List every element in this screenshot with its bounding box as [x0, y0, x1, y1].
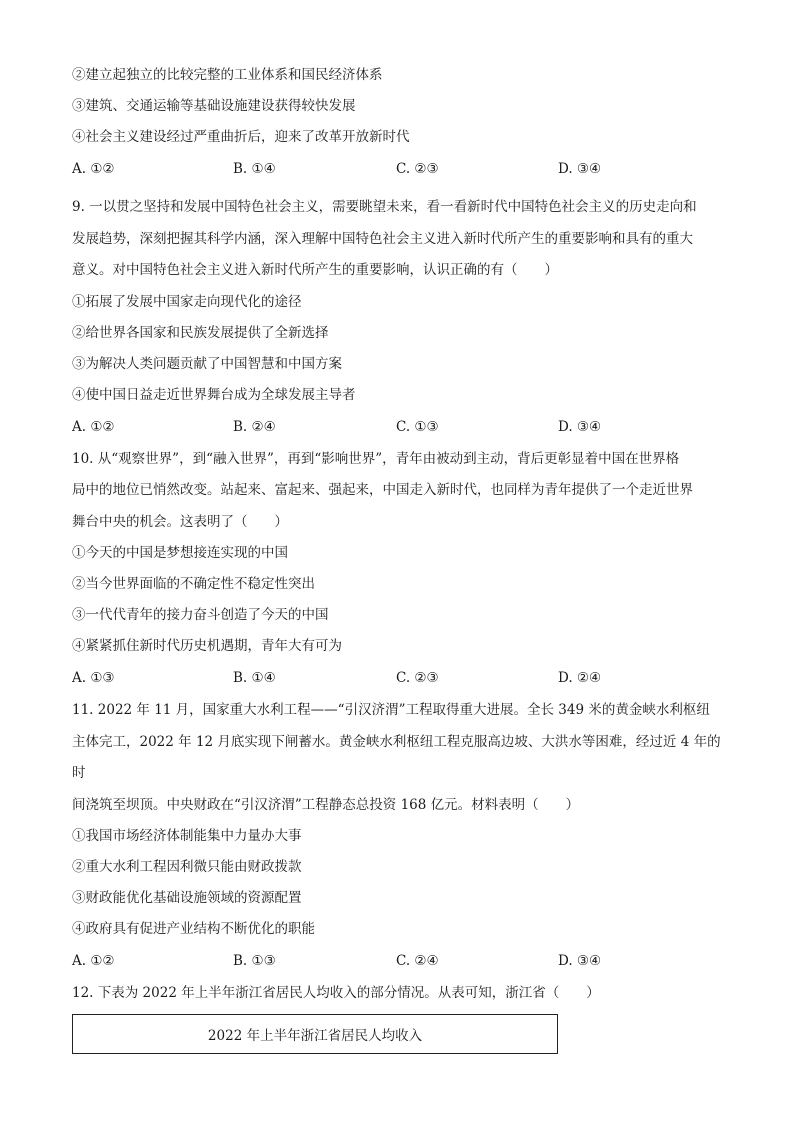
- q11-option-a[interactable]: A. ①②: [72, 953, 115, 969]
- q9-option-b[interactable]: B. ②④: [233, 418, 276, 435]
- q9-item-4: ④使中国日益走近世界舞台成为全球发展主导者: [72, 386, 356, 403]
- q8-option-c[interactable]: C. ②③: [396, 161, 439, 177]
- q11-stem-line-1: 11. 2022 年 11 月，国家重大水利工程——“引汉济渭”工程取得重大进展。全长 349 米的黄金峡水利枢纽: [72, 702, 710, 718]
- q9-options: [72, 411, 722, 444]
- q10-item-3: ③一代代青年的接力奋斗创造了今天的中国: [72, 607, 329, 623]
- q8-item-4: ④社会主义建设经过严重曲折后，迎来了改革开放新时代: [72, 129, 410, 145]
- q10-stem-line-3: 舞台中央的机会。这表明了（ ）: [72, 513, 288, 530]
- q8-item-2: ②建立起独立的比较完整的工业体系和国民经济体系: [72, 67, 383, 83]
- q9-option-c[interactable]: C. ①③: [396, 418, 439, 435]
- q8-item-3: ③建筑、交通运输等基础设施建设获得较快发展: [72, 98, 356, 114]
- q11-option-c[interactable]: C. ②④: [396, 953, 439, 969]
- q9-option-d[interactable]: D. ③④: [558, 418, 602, 435]
- q11-options: [72, 945, 722, 978]
- q10-stem-line-1: 10. 从“观察世界”，到“融入世界”，再到“影响世界”，青年由被动到主动，背后更彰显着中国在世界格: [72, 450, 680, 467]
- income-table-header: [72, 1014, 558, 1054]
- q9-stem-line-3: 意义。对中国特色社会主义进入新时代所产生的重要影响，认识正确的有（ ）: [72, 262, 558, 278]
- q11-option-d[interactable]: D. ③④: [558, 953, 602, 969]
- q12-stem-line-1: 12. 下表为 2022 年上半年浙江省居民人均收入的部分情况。从表可知，浙江省（ ）: [72, 985, 600, 1001]
- q10-item-1: ①今天的中国是梦想接连实现的中国: [72, 545, 288, 561]
- question-10: [72, 444, 722, 696]
- q8-options: [72, 153, 722, 186]
- q9-stem-line-2: 发展趋势，深刻把握其科学内涵，深入理解中国特色社会主义进入新时代所产生的重要影响和具有的重大: [72, 230, 693, 247]
- q10-option-a[interactable]: A. ①③: [72, 670, 115, 686]
- q11-option-b[interactable]: B. ①③: [233, 953, 276, 969]
- question-8-tail: [72, 60, 722, 186]
- question-12: [72, 978, 722, 1054]
- q11-stem-line-3: 间浇筑至坝顶。中央财政在“引汉济渭”工程静态总投资 168 亿元。材料表明（ ）: [72, 796, 580, 813]
- q9-item-1: ①拓展了发展中国家走向现代化的途径: [72, 293, 302, 310]
- q11-item-2: ②重大水利工程因利微只能由财政拨款: [72, 859, 302, 875]
- q9-item-3: ③为解决人类问题贡献了中国智慧和中国方案: [72, 355, 342, 372]
- q10-option-c[interactable]: C. ②③: [396, 670, 439, 686]
- q10-options: [72, 662, 722, 695]
- question-9: [72, 192, 722, 444]
- q10-stem-line-2: 局中的地位已悄然改变。站起来、富起来、强起来，中国走入新时代，也同样为青年提供了一个走近世界: [72, 482, 693, 498]
- q9-stem-line-1: 9. 一以贯之坚持和发展中国特色社会主义，需要眺望未来，看一看新时代中国特色社会主义的历史走向和: [72, 199, 697, 215]
- q9-item-2: ②给世界各国家和民族发展提供了全新选择: [72, 324, 329, 341]
- q9-option-a[interactable]: A. ①②: [72, 418, 115, 435]
- q10-item-4: ④紧紧抓住新时代历史机遇期，青年大有可为: [72, 638, 342, 654]
- q8-option-b[interactable]: B. ①④: [233, 161, 276, 177]
- q11-stem-line-2: 主体完工，2022 年 12 月底实现下闸蓄水。黄金峡水利枢纽工程克服高边坡、大洪水等困难，经过近 4 年的时: [72, 733, 721, 781]
- q11-item-1: ①我国市场经济体制能集中力量办大事: [72, 828, 302, 844]
- q11-item-3: ③财政能优化基础设施领域的资源配置: [72, 890, 302, 906]
- q10-option-b[interactable]: B. ①④: [233, 670, 276, 686]
- q10-option-d[interactable]: D. ②④: [558, 670, 602, 686]
- exam-page: [72, 60, 722, 1054]
- q11-item-4: ④政府具有促进产业结构不断优化的职能: [72, 921, 315, 937]
- q8-option-d[interactable]: D. ③④: [558, 161, 602, 177]
- q10-item-2: ②当今世界面临的不确定性不稳定性突出: [72, 576, 315, 592]
- question-11: [72, 695, 722, 978]
- q8-option-a[interactable]: A. ①②: [72, 161, 115, 177]
- income-table-title: 2022 年上半年浙江省居民人均收入: [207, 1027, 423, 1044]
